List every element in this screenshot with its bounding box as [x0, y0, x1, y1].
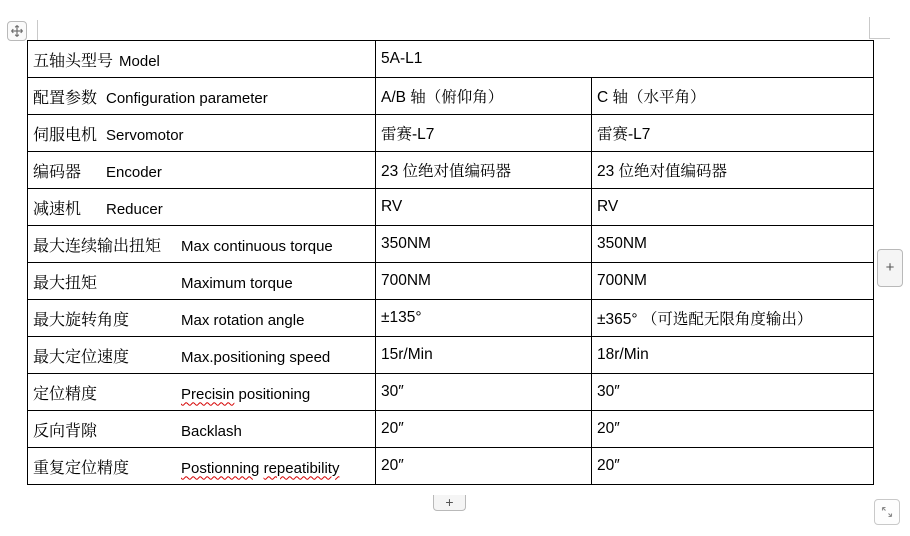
param-label-en — [106, 90, 268, 107]
param-label-cell[interactable] — [28, 41, 376, 78]
param-label-zh: 五轴头型号 — [33, 52, 114, 70]
value-cell[interactable]: 20″ — [376, 448, 592, 485]
param-label-zh: 最大扭矩 — [33, 274, 98, 292]
param-label-cell[interactable] — [28, 374, 376, 411]
spec-row — [28, 115, 874, 152]
value-cell[interactable]: RV — [592, 189, 874, 226]
value-cell[interactable]: 5A-L1 — [376, 41, 874, 78]
value-cell[interactable]: RV — [376, 189, 592, 226]
param-label-en — [106, 201, 163, 218]
param-label-cell[interactable] — [28, 115, 376, 152]
label-text: Configuration parameter — [106, 89, 268, 107]
value-cell[interactable]: 30″ — [376, 374, 592, 411]
spec-row — [28, 152, 874, 189]
misspelled-word: repeatibility — [263, 459, 340, 477]
value-cell[interactable]: 20″ — [592, 448, 874, 485]
param-label-cell[interactable] — [28, 411, 376, 448]
misspelled-word: Postionning — [181, 459, 260, 477]
value-cell[interactable]: A/B 轴（俯仰角） — [376, 78, 592, 115]
table-resize-handle[interactable] — [874, 499, 900, 525]
param-label-cell[interactable] — [28, 152, 376, 189]
param-label-en — [181, 312, 304, 329]
param-label-en — [181, 386, 310, 403]
value-cell[interactable]: 20″ — [592, 411, 874, 448]
spec-table-body — [28, 41, 874, 485]
value-cell[interactable]: C 轴（水平角） — [592, 78, 874, 115]
param-label-cell[interactable] — [28, 226, 376, 263]
text-boundary-mark-left — [37, 20, 38, 40]
spec-row — [28, 374, 874, 411]
plus-icon: + — [445, 493, 454, 510]
label-text: positioning — [234, 385, 311, 403]
value-cell[interactable]: 700NM — [376, 263, 592, 300]
label-text: Max.positioning speed — [181, 348, 331, 366]
param-label-en — [181, 460, 339, 477]
label-text: Model — [119, 52, 160, 70]
param-label-cell[interactable] — [28, 448, 376, 485]
spec-row — [28, 300, 874, 337]
spec-row — [28, 411, 874, 448]
param-label-cell[interactable] — [28, 337, 376, 374]
label-text: Servomotor — [106, 126, 184, 144]
param-label-zh: 编码器 — [33, 163, 82, 181]
value-cell[interactable]: ±365° （可选配无限角度输出） — [592, 300, 874, 337]
insert-column-button[interactable] — [877, 249, 903, 287]
param-label-zh: 最大旋转角度 — [33, 311, 130, 329]
spec-row — [28, 78, 874, 115]
param-label-en — [106, 164, 162, 181]
param-label-zh: 重复定位精度 — [33, 459, 130, 477]
value-cell[interactable]: 23 位绝对值编码器 — [376, 152, 592, 189]
value-cell[interactable]: 30″ — [592, 374, 874, 411]
value-cell[interactable]: 雷赛-L7 — [376, 115, 592, 152]
param-label-cell[interactable] — [28, 78, 376, 115]
label-text: Maximum torque — [181, 274, 293, 292]
spec-row — [28, 448, 874, 485]
misspelled-word: Precisin — [181, 385, 235, 403]
value-cell[interactable]: 20″ — [376, 411, 592, 448]
label-text: Backlash — [181, 422, 242, 440]
param-label-zh: 伺服电机 — [33, 126, 98, 144]
param-label-cell[interactable] — [28, 300, 376, 337]
spec-table — [27, 40, 874, 485]
text-boundary-mark-right-h — [869, 38, 890, 39]
value-cell[interactable]: 23 位绝对值编码器 — [592, 152, 874, 189]
param-label-cell[interactable] — [28, 189, 376, 226]
label-text: Reducer — [106, 200, 163, 218]
value-cell[interactable]: 雷赛-L7 — [592, 115, 874, 152]
text-boundary-mark-right-v — [869, 17, 870, 39]
spec-row — [28, 226, 874, 263]
param-label-zh: 配置参数 — [33, 89, 98, 107]
spec-row — [28, 263, 874, 300]
param-label-zh: 最大连续输出扭矩 — [33, 237, 162, 255]
param-label-en — [106, 127, 184, 144]
value-cell[interactable]: 350NM — [592, 226, 874, 263]
move-cross-icon — [10, 24, 24, 38]
spec-row — [28, 41, 874, 78]
param-label-en — [119, 53, 160, 70]
param-label-cell[interactable] — [28, 263, 376, 300]
value-cell[interactable]: 18r/Min — [592, 337, 874, 374]
param-label-en — [181, 423, 242, 440]
table-move-handle[interactable] — [7, 21, 27, 41]
value-cell[interactable]: 350NM — [376, 226, 592, 263]
label-text: Max rotation angle — [181, 311, 305, 329]
param-label-zh: 减速机 — [33, 200, 82, 218]
param-label-en — [181, 275, 293, 292]
value-cell[interactable]: ±135° — [376, 300, 592, 337]
value-cell[interactable]: 15r/Min — [376, 337, 592, 374]
param-label-en — [181, 238, 333, 255]
spec-row — [28, 189, 874, 226]
plus-icon: + — [885, 258, 895, 276]
param-label-en — [181, 349, 330, 366]
param-label-zh: 定位精度 — [33, 385, 98, 403]
param-label-zh: 最大定位速度 — [33, 348, 130, 366]
param-label-zh: 反向背隙 — [33, 422, 98, 440]
label-text: Max continuous torque — [181, 237, 333, 255]
value-cell[interactable]: 700NM — [592, 263, 874, 300]
insert-row-button[interactable] — [433, 495, 466, 511]
diagonal-resize-icon — [880, 505, 894, 519]
label-text: Encoder — [106, 163, 162, 181]
spec-row — [28, 337, 874, 374]
